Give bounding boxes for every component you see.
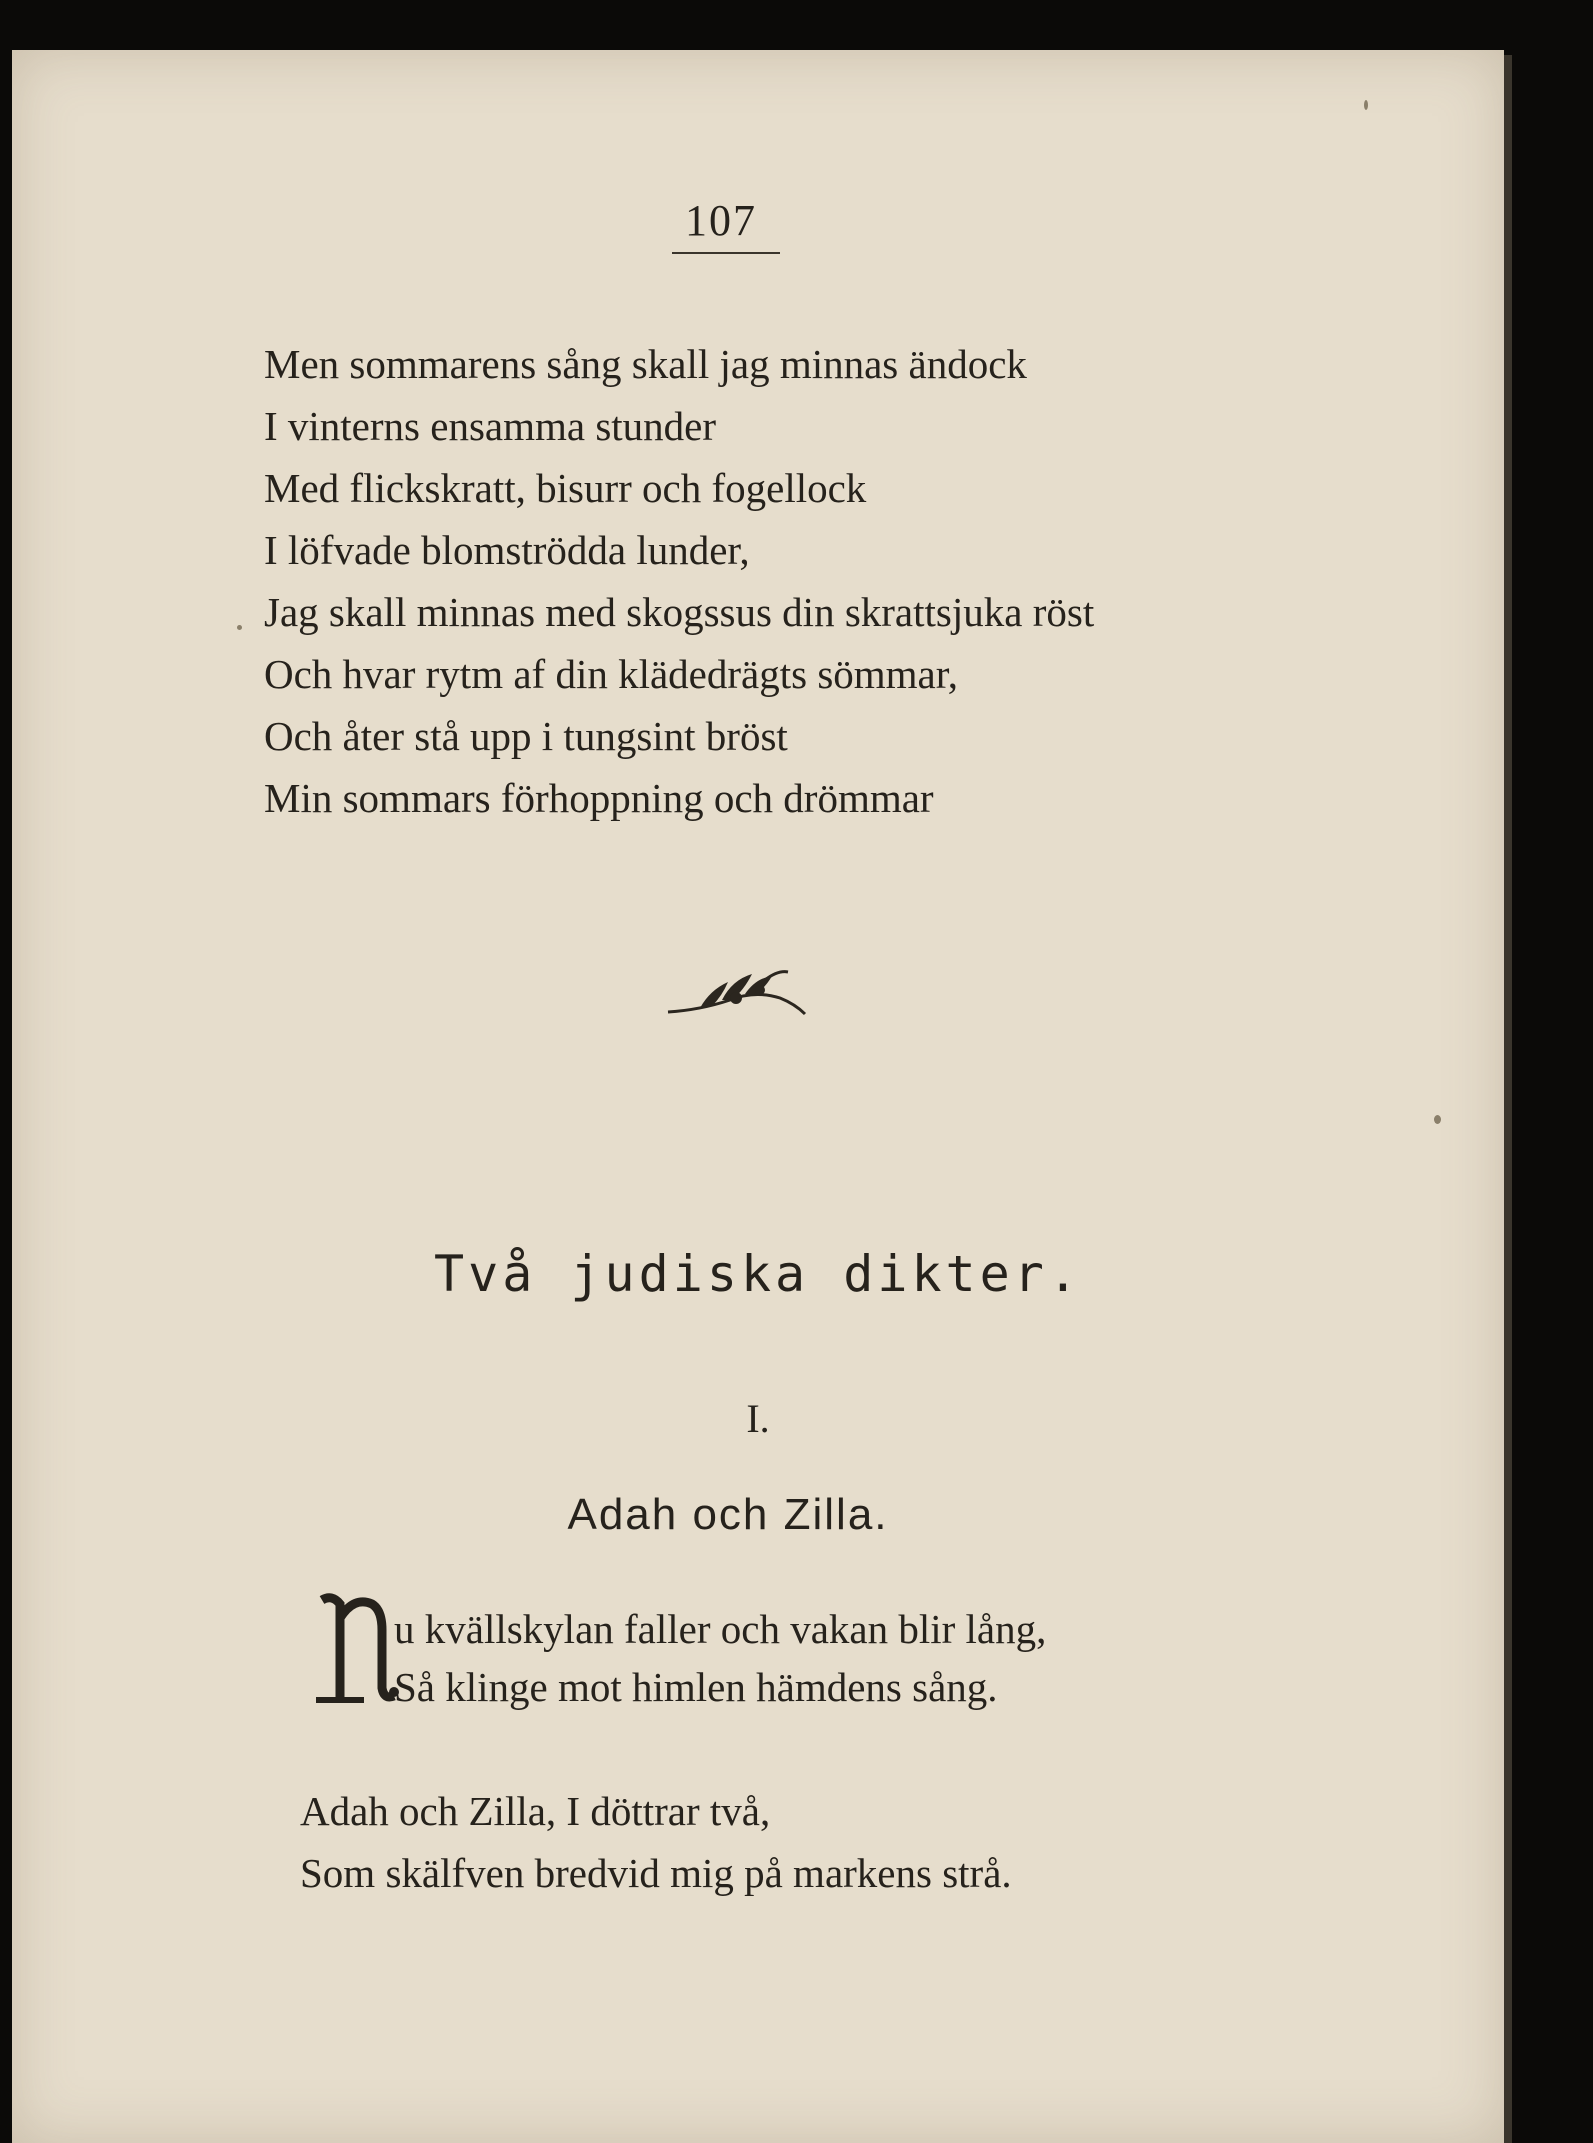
stanza-2	[394, 1600, 1046, 1716]
poem-title: Adah och Zilla.	[567, 1490, 889, 1539]
drop-cap-n-icon	[302, 1590, 402, 1710]
verse-line: Och hvar rytm af din klädedrägts sömmar,	[264, 651, 959, 697]
verse-line: Med flickskratt, bisurr och fogellock	[264, 465, 867, 511]
verse-line: Som skälfven bredvid mig på markens strå.	[300, 1850, 1012, 1896]
paper-speck	[237, 625, 242, 630]
verse-line: Men sommarens sång skall jag minnas ändock	[264, 341, 1027, 387]
section-title: Två judiska dikter.	[434, 1245, 1082, 1303]
page-edge	[1504, 55, 1512, 2143]
book-page	[12, 50, 1504, 2143]
leaf-ornament-icon	[660, 960, 810, 1020]
verse-line: Och åter stå upp i tungsint bröst	[264, 713, 788, 759]
verse-line: Jag skall minnas med skogssus din skrattsjuka röst	[264, 589, 1095, 635]
stanza-3	[300, 1780, 1012, 1904]
verse-line: Adah och Zilla, I döttrar två,	[300, 1788, 771, 1834]
paper-speck	[1434, 1115, 1441, 1124]
verse-line: Min sommars förhoppning och drömmar	[264, 775, 934, 821]
verse-line: u kvällskylan faller och vakan blir lång,	[394, 1606, 1047, 1652]
section-number: I.	[746, 1396, 770, 1441]
paper-speck	[1364, 100, 1368, 110]
stanza-1	[264, 333, 1094, 829]
page-number: 107	[685, 196, 757, 245]
verse-line: I löfvade blomströdda lunder,	[264, 527, 750, 573]
verse-line: I vinterns ensamma stunder	[264, 403, 717, 449]
verse-line: Så klinge mot himlen hämdens sång.	[394, 1664, 998, 1710]
page-number-rule	[672, 252, 780, 254]
